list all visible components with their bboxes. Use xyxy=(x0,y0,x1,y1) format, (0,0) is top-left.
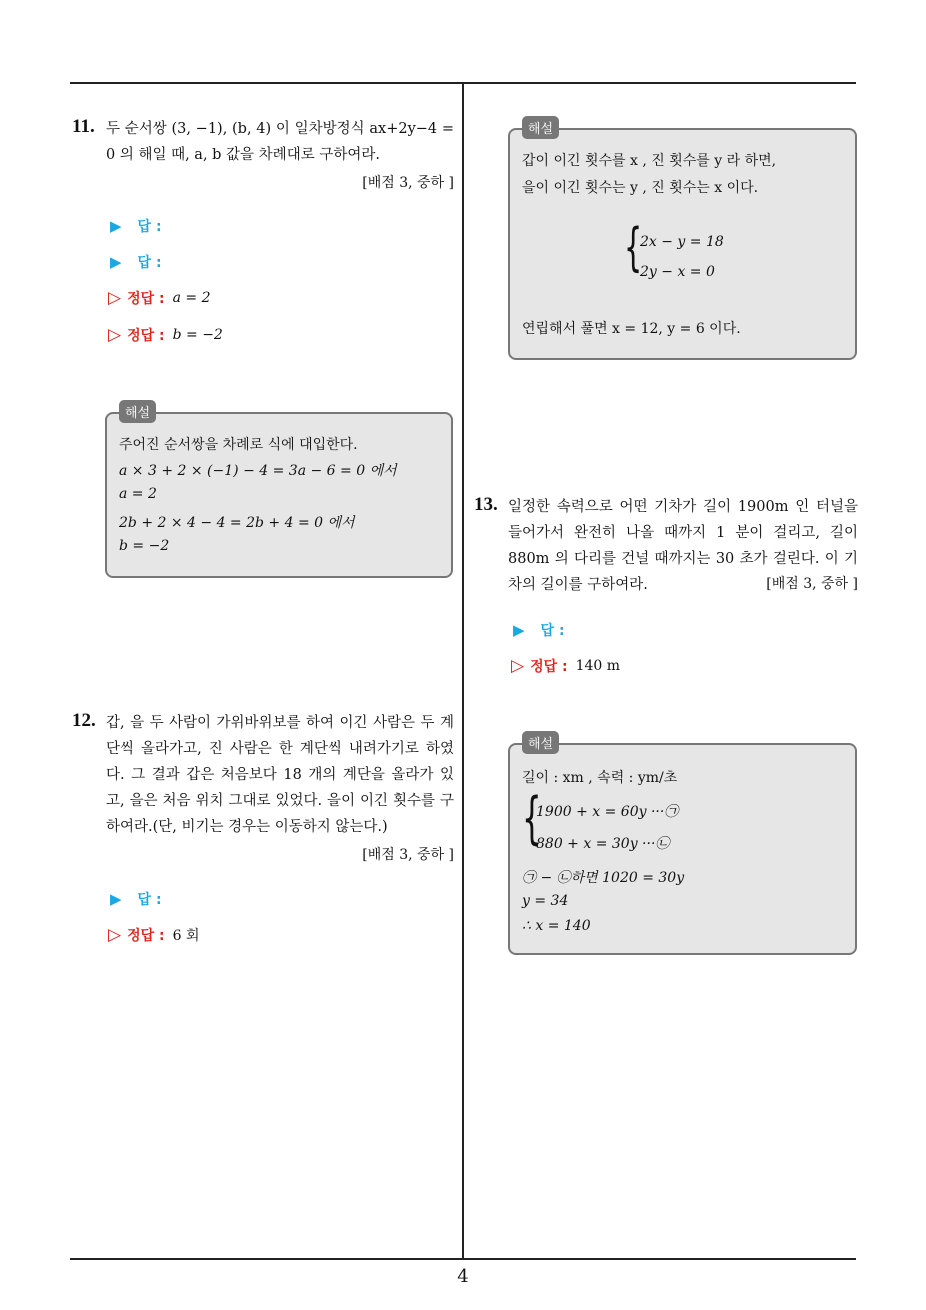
equation-line: 1900 + x = 60y ···㉠ xyxy=(536,804,679,820)
answer-label: 답 : xyxy=(540,623,565,639)
answer-label: 답 : xyxy=(137,255,162,271)
equation-line: 880 + x = 30y ···㉡ xyxy=(536,836,670,852)
correct-label: 정답 : xyxy=(530,659,568,675)
question-meta: [배점 3, 중하 ] xyxy=(362,847,454,863)
play-icon: ▶ xyxy=(513,621,525,639)
outline-triangle-icon: ▷ xyxy=(108,288,122,308)
question-number: 13. xyxy=(474,494,498,515)
outline-triangle-icon: ▷ xyxy=(511,656,525,676)
explanation-line: 2b + 2 × 4 − 4 = 2b + 4 = 0 에서 xyxy=(119,515,355,531)
answer-row xyxy=(110,252,162,272)
answer-value: b = −2 xyxy=(172,327,223,343)
play-icon: ▶ xyxy=(110,890,122,908)
play-icon: ▶ xyxy=(110,253,122,271)
correct-answer-row xyxy=(108,288,211,308)
explanation-tag: 해설 xyxy=(119,400,156,423)
explanation-line: 주어진 순서쌍을 차례로 식에 대입한다. xyxy=(119,437,358,453)
answer-value: a = 2 xyxy=(172,290,211,306)
correct-label: 정답 : xyxy=(127,328,165,344)
explanation-box xyxy=(508,737,857,955)
question-text: 두 순서쌍 (3, −1), (b, 4) 이 일차방정식 ax+2y−4 = 0 의 해일 때, a, b 값을 차례대로 구하여라. xyxy=(106,121,454,163)
explanation-tag: 해설 xyxy=(522,731,559,754)
answer-value: 6 회 xyxy=(172,928,200,944)
answer-row xyxy=(110,216,162,236)
play-icon: ▶ xyxy=(110,217,122,235)
explanation-line: ㉠ − ㉡하면 1020 = 30y xyxy=(522,870,685,886)
column-divider xyxy=(462,82,464,1260)
question-text: 일정한 속력으로 어떤 기차가 길이 1900m 인 터널을 들어가서 완전히 나올 때까지 1 분이 걸리고, 길이 880m 의 다리를 건널 때까지는 30 초가 걸린다. 이 기차의 길이를 구하여라. xyxy=(508,499,858,593)
explanation-line: b = −2 xyxy=(119,538,170,554)
answer-value: 140 m xyxy=(575,658,621,674)
correct-label: 정답 : xyxy=(127,928,165,944)
correct-answer-row xyxy=(108,925,200,945)
question-meta: [배점 3, 중하 ] xyxy=(766,576,858,592)
correct-answer-row xyxy=(511,656,620,676)
question-text: 갑, 을 두 사람이 가위바위보를 하여 이긴 사람은 두 계단씩 올라가고, 진 사람은 한 계단씩 내려가기로 하였다. 그 결과 갑은 처음보다 18 개의 계단을 올라가 있고, 을은 처음 위치 그대로 있었다. 을이 이긴 횟수를 구하여라.(단, 비기는 경우는 이동하지 않는다.) xyxy=(106,715,454,835)
explanation-box xyxy=(508,122,857,360)
explanation-tag: 해설 xyxy=(522,116,559,139)
explanation-line: y = 34 xyxy=(522,893,569,909)
question-number: 12. xyxy=(72,710,96,731)
outline-triangle-icon: ▷ xyxy=(108,325,122,345)
explanation-line: 갑이 이긴 횟수를 x , 진 횟수를 y 라 하면, xyxy=(522,153,777,169)
system-brace: { xyxy=(522,786,542,851)
explanation-line: a = 2 xyxy=(119,486,157,502)
answer-label: 답 : xyxy=(137,219,162,235)
equation-line: 2x − y = 18 xyxy=(640,234,724,250)
explanation-line: ∴ x = 140 xyxy=(522,918,591,934)
correct-answer-row xyxy=(108,325,223,345)
outline-triangle-icon: ▷ xyxy=(108,925,122,945)
answer-row xyxy=(513,620,565,640)
answer-label: 답 : xyxy=(137,892,162,908)
explanation-line: 길이 : xm , 속력 : ym/초 xyxy=(522,770,678,786)
system-brace: { xyxy=(624,218,643,278)
question-meta: [배점 3, 중하 ] xyxy=(362,175,454,191)
explanation-line: a × 3 + 2 × (−1) − 4 = 3a − 6 = 0 에서 xyxy=(119,463,397,479)
equation-line: 2y − x = 0 xyxy=(640,264,715,280)
explanation-line: 연립해서 풀면 x = 12, y = 6 이다. xyxy=(522,321,741,337)
explanation-box xyxy=(105,406,453,578)
bottom-rule xyxy=(70,1258,856,1260)
answer-row xyxy=(110,889,162,909)
explanation-line: 을이 이긴 횟수는 y , 진 횟수는 x 이다. xyxy=(522,180,759,196)
page-number: 4 xyxy=(457,1266,469,1287)
question-number: 11. xyxy=(72,116,95,137)
correct-label: 정답 : xyxy=(127,291,165,307)
